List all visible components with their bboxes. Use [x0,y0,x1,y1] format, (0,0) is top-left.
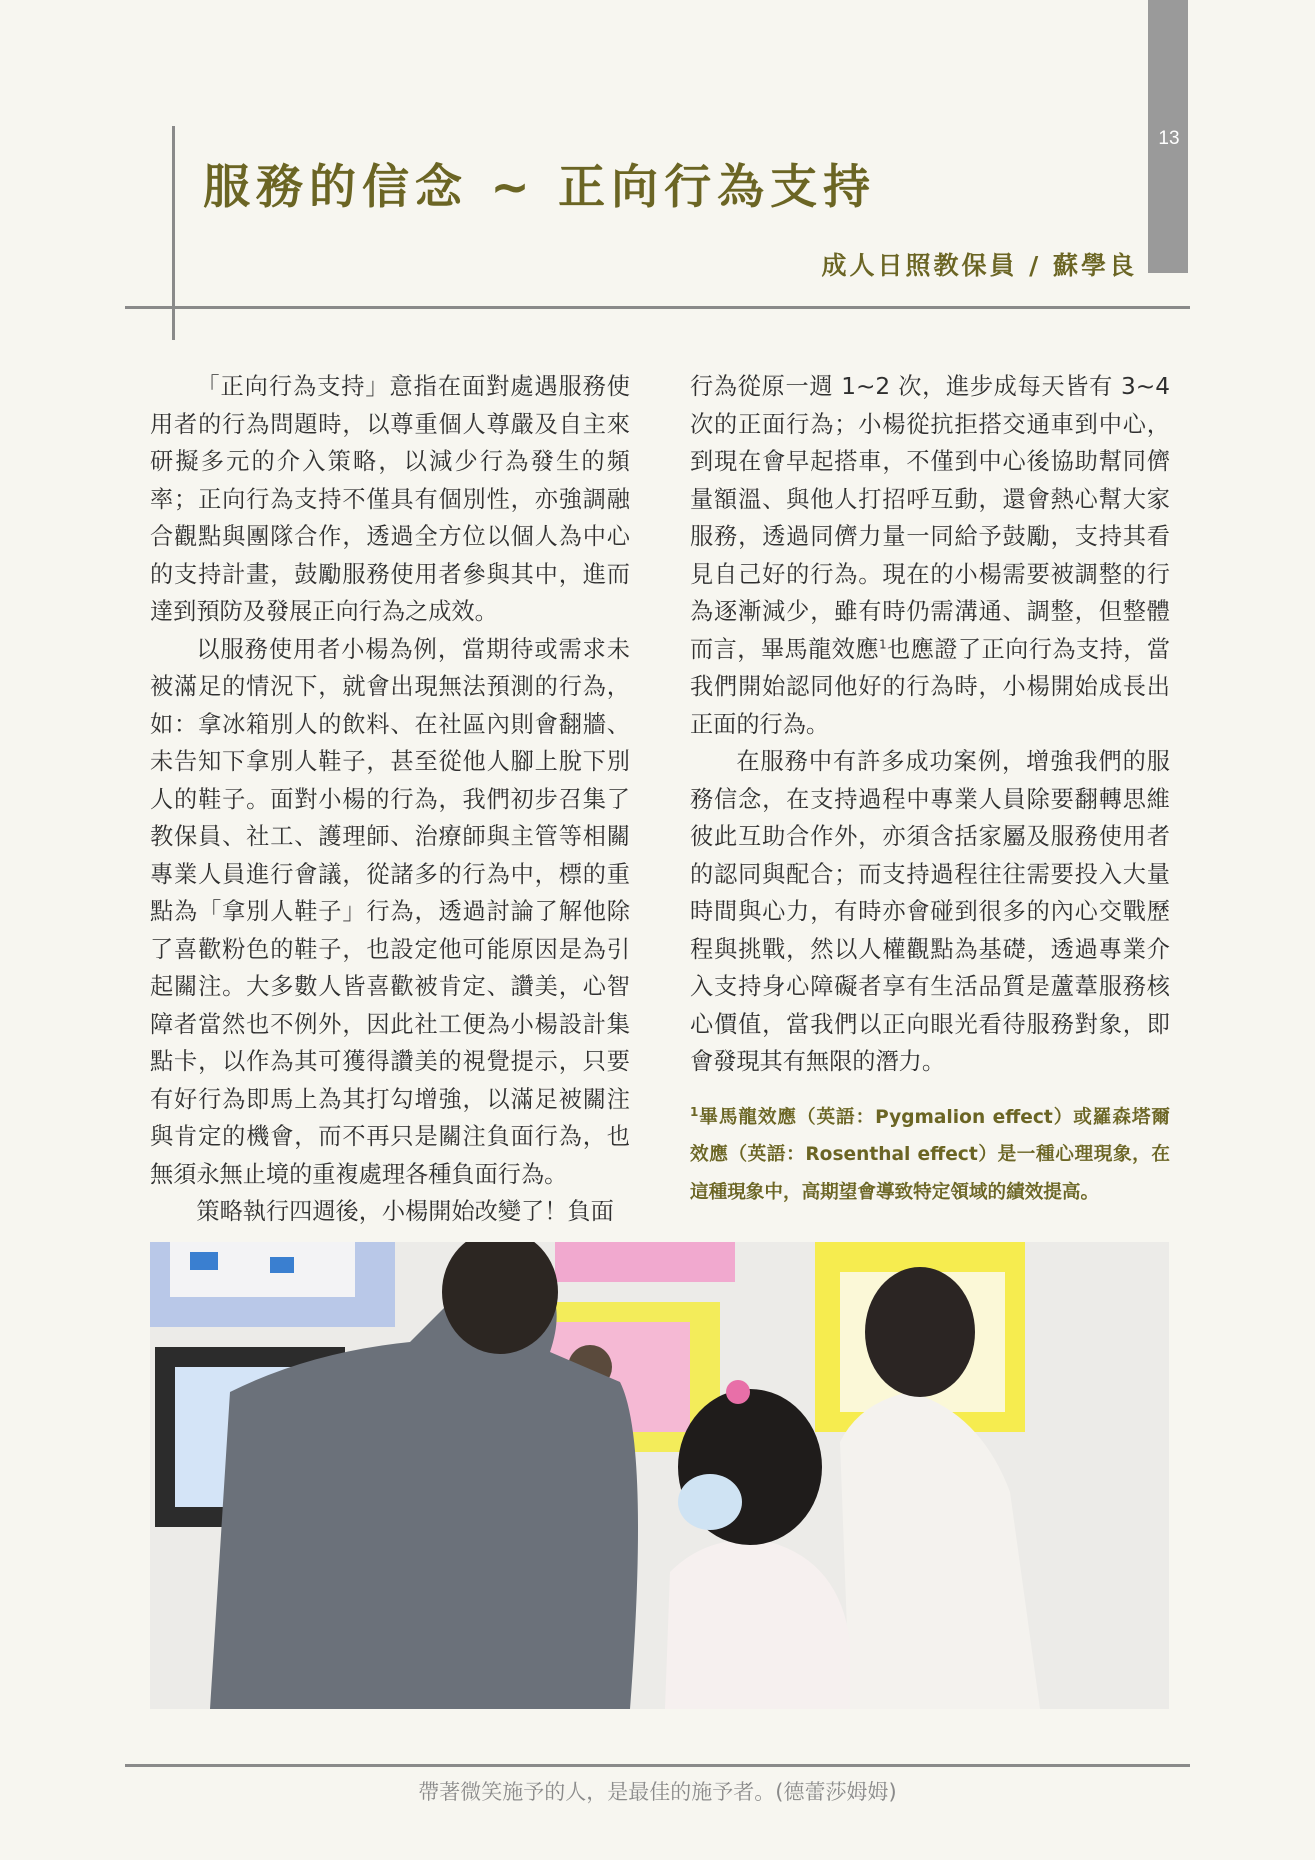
page-number: 13 [1158,128,1180,149]
footer-quote: 帶著微笑施予的人，是最佳的施予者。(德蕾莎姆姆) [418,1780,897,1804]
paragraph-text: 也應證了正向行為支持，當我們開始認同他好的行為時，小楊開始成長出正面的行為。 [690,635,1171,738]
paragraph: 在服務中有許多成功案例，增強我們的服務信念，在支持過程中專業人員除要翻轉思維彼此互助合作外，亦須含括家屬及服務使用者的認同與配合；而支持過程往往需要投入大量時間與心力，有時亦會碰到很多的內心交戰歷程與挑戰，然以人權觀點為基礎，透過專業介入支持身心障礙者享有生活品質是蘆葦服務核心價值，當我們以正向眼光看待服務對象，即會發現其有無限的潛力。 [690,748,1170,1075]
article-title: 服務的信念 ~ 正向行為支持 [203,160,877,215]
footnote [690,1099,1170,1212]
footnote-text: 畢馬龍效應（英語：Pygmalion effect）或羅森塔爾效應（英語：Rosenthal effect）是一種心理現象，在這種現象中，高期望會導致特定領域的績效提高。 [690,1106,1170,1203]
footnote-marker: 1 [690,1104,699,1119]
paragraph: 「正向行為支持」意指在面對處遇服務使用者的行為問題時，以尊重個人尊嚴及自主來研擬多元的介入策略，以減少行為發生的頻率；正向行為支持不僅具有個別性，亦強調融合觀點與團隊合作，透過全方位以個人為中心的支持計畫，鼓勵服務使用者參與其中，進而達到預防及發展正向行為之成效。 [150,373,630,625]
footnote-marker: 1 [878,636,887,651]
footer-rule [125,1764,1190,1767]
paragraph [690,368,1170,743]
paragraph: 以服務使用者小楊為例，當期待或需求未被滿足的情況下，就會出現無法預測的行為，如：拿冰箱別人的飲料、在社區內則會翻牆、未告知下拿別人鞋子，甚至從他人腳上脫下別人的鞋子。面對小楊的行為，我們初步召集了教保員、社工、護理師、治療師與主管等相關專業人員進行會議，從諸多的行為中，標的重點為「拿別人鞋子」行為，透過討論了解他除了喜歡粉色的鞋子，也設定他可能原因是為引起關注。大多數人皆喜歡被肯定、讚美，心智障者當然也不例外，因此社工便為小楊設計集點卡，以作為其可獲得讚美的視覺提示，只要有好行為即馬上為其打勾增強，以滿足被關注與肯定的機會，而不再只是關注負面行為，也無須永無止境的重複處理各種負面行為。 [150,635,630,1188]
title-horizontal-rule [125,306,1190,309]
article-photo [150,1242,1169,1709]
paragraph-text: 行為從原一週 1~2 次，進步成每天皆有 3~4 次的正面行為；小楊從抗拒搭交通車到中心，到現在會早起搭車，不僅到中心後協助幫同儕量額溫、與他人打招呼互動，還會熱心幫大家服務，透過同儕力量一同給予鼓勵，支持其看見自己好的行為。現在的小楊需要被調整的行為逐漸減少，雖有時仍需溝通、調整，但整體而言，畢馬龍效應 [690,373,1170,663]
paragraph: 策略執行四週後，小楊開始改變了！負面 [196,1198,614,1225]
article-author: 成人日照教保員 / 蘇學良 [821,251,1137,280]
left-column [150,368,630,1231]
photo-illustration [150,1242,1169,1709]
right-column [690,368,1170,1211]
